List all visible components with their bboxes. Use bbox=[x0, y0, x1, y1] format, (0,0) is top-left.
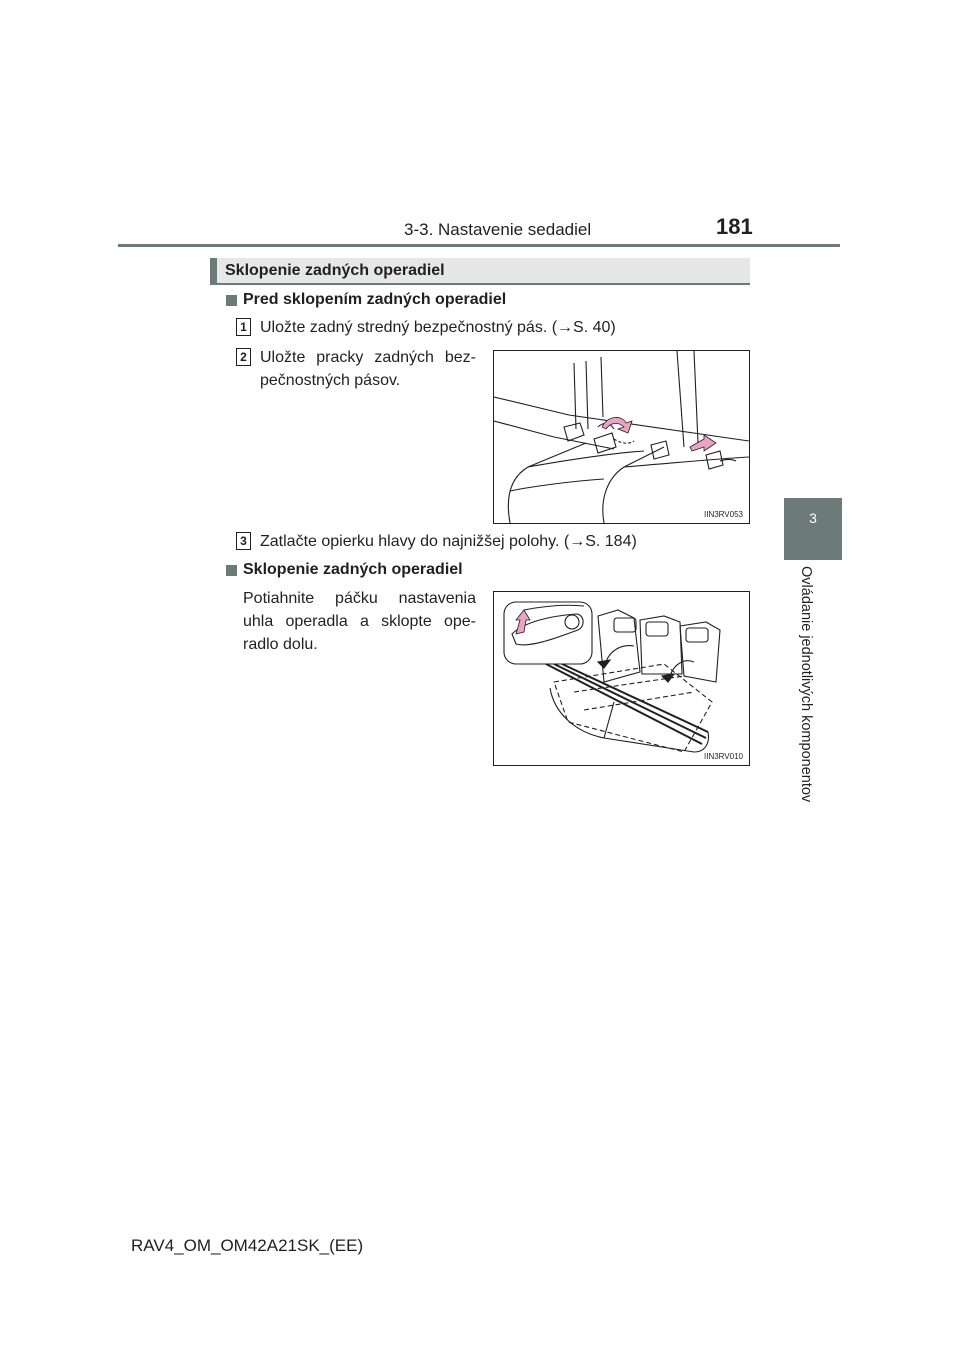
square-bullet-icon bbox=[226, 565, 237, 576]
section-bar-underline bbox=[210, 283, 750, 285]
document-code: RAV4_OM_OM42A21SK_(EE) bbox=[131, 1236, 364, 1255]
seat-belt-buckles-illustration bbox=[494, 351, 749, 523]
running-header: 3-3. Nastavenie sedadiel bbox=[404, 220, 592, 239]
step-number-3: 3 bbox=[236, 532, 251, 550]
folding-text-line2: uhla operadla a sklopte ope- bbox=[243, 613, 476, 630]
square-bullet-icon bbox=[226, 295, 237, 306]
step-1-text: Uložte zadný stredný bezpečnostný pás. (→S. 40) bbox=[260, 319, 616, 336]
section-bar-accent bbox=[210, 258, 217, 284]
page-number: 181 bbox=[716, 214, 753, 239]
step-number-1: 1 bbox=[236, 318, 251, 336]
step-number-2: 2 bbox=[236, 348, 251, 366]
subheading-before-folding: Pred sklopením zadných operadiel bbox=[243, 291, 507, 308]
figure-code: IIN3RV053 bbox=[704, 510, 743, 519]
chapter-tab: 3 bbox=[784, 498, 842, 558]
step-2-text-line2: pečnostných pásov. bbox=[260, 372, 401, 389]
chapter-title: Ovládanie jednotlivých komponentov bbox=[798, 566, 814, 803]
figure-seat-belt-buckles bbox=[493, 350, 750, 524]
folding-text-line1: Potiahnite páčku nastavenia bbox=[243, 590, 476, 607]
header-rule bbox=[118, 244, 840, 247]
chapter-tab-rule bbox=[784, 558, 842, 560]
subheading-folding: Sklopenie zadných operadiel bbox=[243, 561, 463, 578]
step-3-text: Zatlačte opierku hlavy do najnižšej polohy. (→S. 184) bbox=[260, 533, 637, 550]
folding-seatbacks-illustration bbox=[494, 592, 749, 765]
figure-code: IIN3RV010 bbox=[704, 752, 743, 761]
figure-folding-seatbacks bbox=[493, 591, 750, 766]
step-2-text-line1: Uložte pracky zadných bez- bbox=[260, 349, 476, 366]
section-title: Sklopenie zadných operadiel bbox=[225, 262, 445, 279]
folding-text-line3: radlo dolu. bbox=[243, 636, 318, 653]
